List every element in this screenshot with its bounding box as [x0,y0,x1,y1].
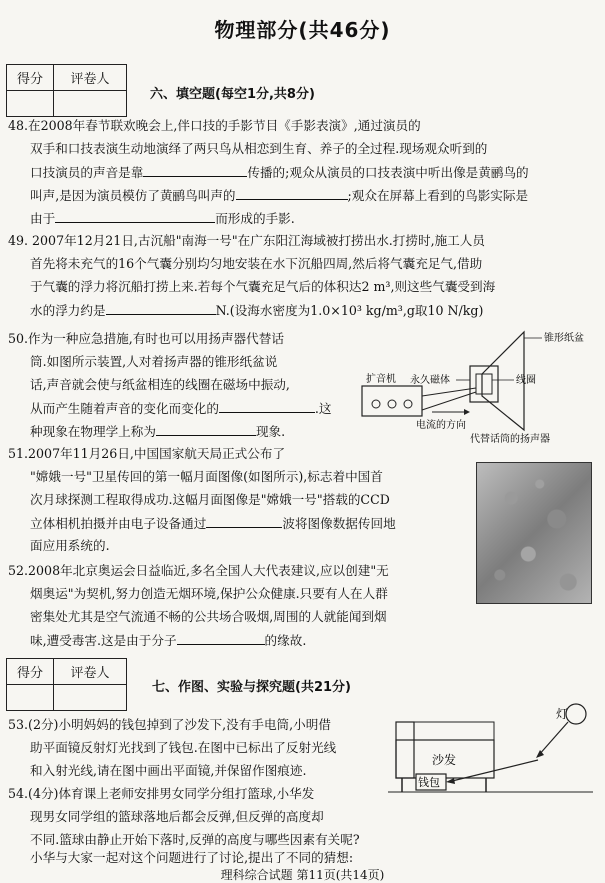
amp-knob [372,400,380,408]
figure-caption: 代替话筒的扬声器 [470,434,550,445]
q51-line-5: 面应用系统的. [30,538,110,553]
q48-text-e: 由于 [30,211,56,226]
q49-line-1: 49. 2007年12月21日,古沉船"南海一号"在广东阳江海域被打捞出水.打捞时,施工人员 [8,233,485,248]
q51-text-b: 波将图像数据传回地 [282,516,396,531]
q50-blank-1 [219,400,315,413]
score-cell [7,91,54,117]
q54-line-2: 现男女同学组的篮球落地后都会反弹,但反弹的高度却 [30,809,324,824]
score-header: 得分 [7,659,54,685]
label-amp: 扩音机 [366,374,396,385]
q50-text-d: 现象. [255,424,286,439]
grader-header: 评卷人 [54,65,127,91]
label-coil: 线圈 [516,375,536,386]
q48-text-a: 口技演员的声音是靠 [30,165,144,180]
q48-line-4 [30,187,528,204]
section-7-heading: 七、作图、实验与探究题(共21分) [152,680,351,695]
q48-blank-3 [55,210,215,223]
q50-line-1: 50.作为一种应急措施,有时也可以用扬声器代替话 [8,331,284,346]
sofa-seat [414,722,494,740]
grader-header: 评卷人 [54,659,127,685]
arrow-head-icon [464,409,470,415]
q48-text-f: 而形成的手影. [215,211,295,226]
q52-blank [177,632,265,645]
q50-line-4 [30,400,332,417]
q51-line-2: "嫦娥一号"卫星传回的第一幅月面图像(如图所示),标志着中国首 [30,469,383,484]
score-header: 得分 [7,65,54,91]
score-table-1 [6,64,127,117]
q48-text-c: 叫声,是因为演员模仿了黄鹂鸟叫声的 [30,188,236,203]
arrow-head-icon [446,778,455,784]
q49-line-4 [30,302,483,319]
q50-blank-2 [156,423,256,436]
q51-blank [206,515,282,528]
q48-line-5 [30,210,295,227]
label-sofa: 沙发 [432,753,457,767]
q50-text-a: 从而产生随着声音的变化而变化的 [30,401,219,416]
section-6-heading: 六、填空题(每空1分,共8分) [150,87,315,102]
q48-text-d: ;观众在屏幕上看到的鸟影实际是 [347,188,529,203]
q52-line-3: 密集处尤其是空气流通不畅的公共场合吸烟,周围的人就能闻到烟 [30,609,387,624]
grader-cell [54,685,127,711]
q51-line-1: 51.2007年11月26日,中国国家航天局正式公布了 [8,446,286,461]
q50-line-5 [30,423,285,440]
incident-ray [538,722,568,756]
q52-text-b: 的缘故. [264,633,307,648]
q48-line-3 [30,164,529,181]
q48-text-b: 传播的;观众从演员的口技表演中听出像是黄鹂鸟的 [247,165,529,180]
amp-knob [388,400,396,408]
label-lamp: 灯 [556,707,569,721]
q54-line-1: 54.(4分)体育课上老师安排男女同学分组打篮球,小华发 [8,786,315,801]
q52-text-a: 味,遭受毒害.这是由于分子 [30,633,177,648]
q52-line-2: 烟奥运"为契机,努力创造无烟环境,保护公众健康.只要有人在人群 [30,586,388,601]
sofa-lamp-diagram [388,700,598,800]
q52-line-4 [30,632,306,649]
page-footer: 理科综合试题 第11页(共14页) [220,868,385,882]
q51-line-4 [30,515,396,532]
label-wallet: 钱包 [418,776,440,789]
q53-line-3: 和入射光线,请在图中画出平面镜,并保留作图痕迹. [30,763,307,778]
coil [476,374,492,394]
q49-text-b: N.(设海水密度为1.0×10³ kg/m³,g取10 N/kg) [215,303,484,318]
grader-cell [54,91,127,117]
moon-surface-image [476,462,592,604]
q51-line-3: 次月球探测工程取得成功.这幅月面图像是"嫦娥一号"搭载的CCD [30,492,390,507]
q48-blank-2 [236,187,348,200]
score-table-2 [6,658,127,711]
speaker-diagram [352,326,602,446]
q51-text-a: 立体相机拍摄并由电子设备通过 [30,516,207,531]
page-title: 物理部分(共46分) [214,18,391,42]
score-cell [7,685,54,711]
q50-text-c: 种现象在物理学上称为 [30,424,156,439]
q49-blank [106,302,216,315]
q50-text-b: .这 [314,401,332,416]
label-magnet: 永久磁体 [410,375,450,386]
label-current: 电流的方向 [416,420,466,431]
q50-line-3: 话,声音就会使与纸盆相连的线圈在磁场中振动, [30,377,290,392]
q49-line-2: 首先将未充气的16个气囊分别均匀地安装在水下沉船四周,然后将气囊充足气,借助 [30,256,483,271]
q54-line-3: 不同.篮球由静止开始下落时,反弹的高度与哪些因素有关呢? [30,832,360,847]
q49-line-3: 于气囊的浮力将沉船打捞上来.若每个气囊充足气后的体积达2 m³,则这些气囊受到海 [30,279,496,294]
label-cone: 锥形纸盆 [544,333,584,344]
q53-line-1: 53.(2分)小明妈妈的钱包掉到了沙发下,没有手电筒,小明借 [8,717,331,732]
reflected-ray [448,760,538,782]
q54-line-4: 小华与大家一起对这个问题进行了讨论,提出了不同的猜想: [30,850,354,865]
sofa-back [396,722,414,778]
q50-line-2: 筒.如图所示装置,人对着扬声器的锥形纸盆说 [30,354,278,369]
q48-line-2: 双手和口技表演生动地演绎了两只鸟从相恋到生育、养子的全过程.现场观众听到的 [30,141,488,156]
q48-line-1: 48.在2008年春节联欢晚会上,伴口技的手影节目《手影表演》,通过演员的 [8,118,421,133]
amplifier-box [362,386,422,416]
q49-text-a: 水的浮力约是 [30,303,106,318]
q52-line-1: 52.2008年北京奥运会日益临近,多名全国人大代表建议,应以创建"无 [8,563,389,578]
amp-knob [404,400,412,408]
q48-blank-1 [143,164,247,177]
q53-line-2: 助平面镜反射灯光找到了钱包.在图中已标出了反射光线 [30,740,337,755]
lamp-icon [566,704,586,724]
